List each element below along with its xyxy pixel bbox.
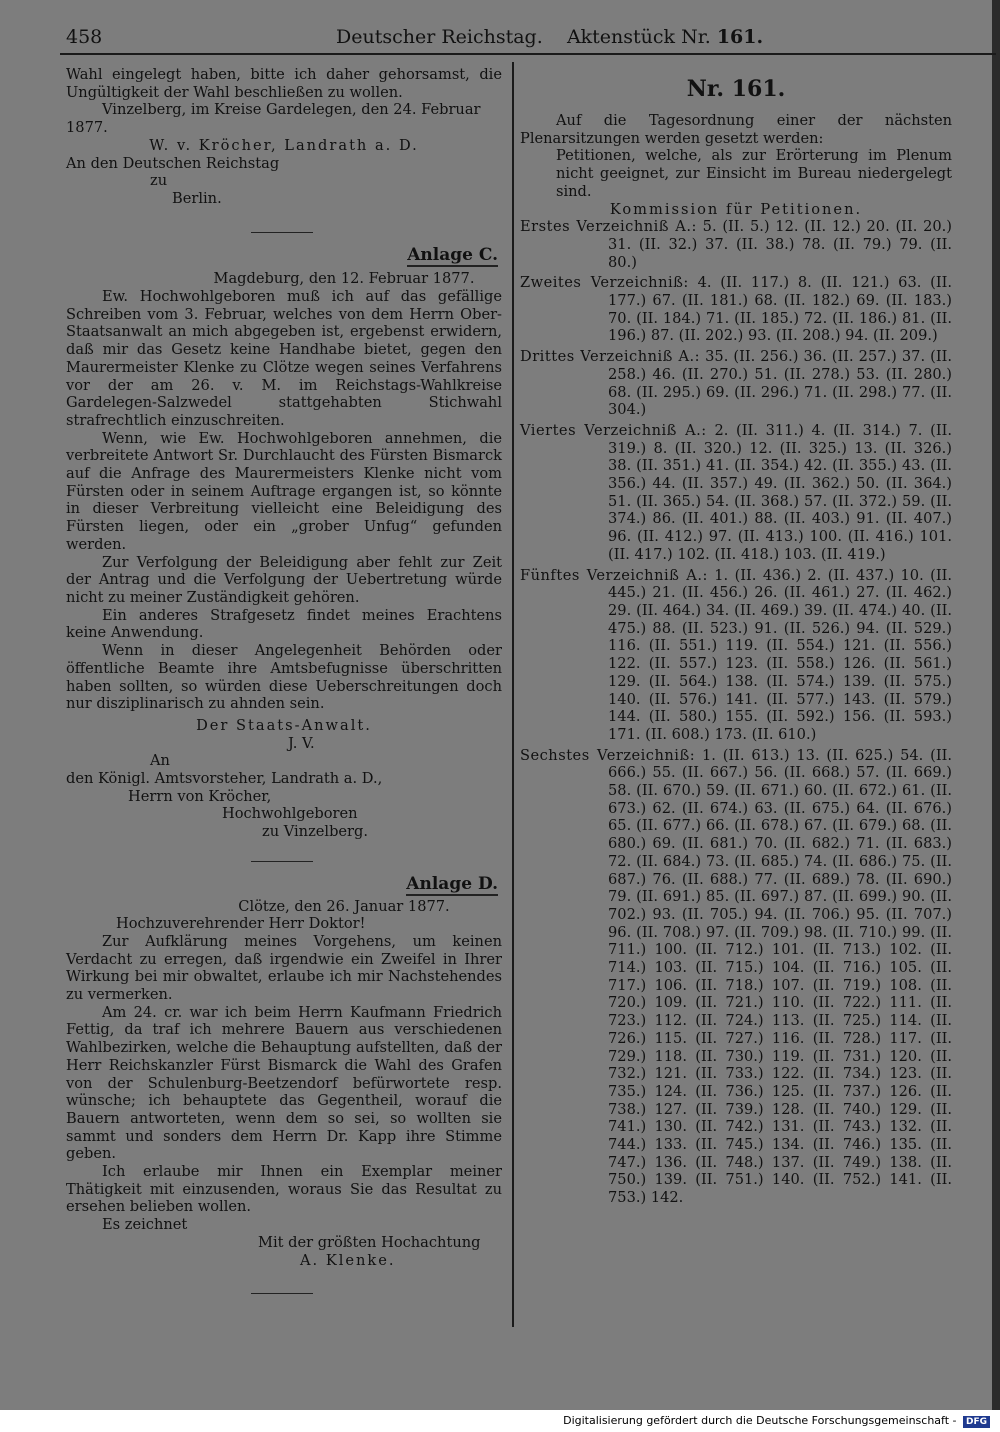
register-numbers: 4. (II. 117.) 8. (II. 121.) 63. (II. 177.) 67. (II. 181.) 68. (II. 182.) 69. (II. 183.) 70. (II. 184.) 71. (II. 185.) 72. (II. 186.) 81. (II. 196.) 87. (II. 202.) 93. (II. 208.) 94. (II. 209.) [608,274,952,345]
running-item-text: Aktenstück Nr. [566,26,711,48]
intro-paragraph: Wahl eingelegt haben, bitte ich daher gehorsamst, die Ungültigkeit der Wahl beschließen zu wollen. [66,66,502,101]
right-column [520,74,952,1207]
c-paragraph: Ein anderes Strafgesetz findet meines Erachtens keine Anwendung. [66,606,502,642]
address-line-1: An den Deutschen Reichstag [66,154,280,172]
anlage-c-text: Anlage C. [407,244,498,265]
d-signer: A. Klenke. [300,1251,396,1269]
register-title: Erstes Verzeichniß A.: [520,218,697,236]
petitions-note: Petitionen, welche, als zur Erörterung im Plenum nicht geeignet, zur Einsicht im Bureau niedergelegt sind. [556,147,952,200]
anlage-d-heading [66,873,502,894]
c-address-line: An [150,752,170,770]
c-address-line: den Königl. Amtsvorsteher, Landrath a. D., [66,770,383,788]
section-divider [251,1293,313,1294]
running-title-text: Deutscher Reichstag. [336,26,543,48]
d-closing: Mit der größten Hochachtung [258,1233,481,1251]
header-rule [60,53,996,55]
c-paragraph: Ew. Hochwohlgeboren muß ich auf das gefällige Schreiben vom 3. Februar, welches von dem Herrn Ober-Staatsanwalt an mich abgegeben ist, ergebenst erwidern, daß mir das Gesetz keine Handhabe bietet, gegen den Maurermeister Klenke zu Clötze wegen seines Verfahrens vor der am 26. v. M. im Reichstags-Wahlkreise Gardelegen-Salzwedel stattgehabten Stichwahl strafrechtlich einzuschreiten. [66,288,502,429]
signer-1: W. v. Kröcher, Landrath a. D. [149,136,419,154]
register-title: Fünftes Verzeichniß A.: [520,566,708,584]
c-paragraph: Wenn in dieser Angelegenheit Behörden oder öffentliche Beamte ihre Amtsbefugnisse überschritten haben sollten, so würden diese Ueberschreitungen doch nur disziplinarisch zu ahnden sein. [66,642,502,713]
d-paragraph: Am 24. cr. war ich beim Herrn Kaufmann Friedrich Fettig, da traf ich mehrere Bauern aus verschiedenen Wahlbezirken, welche die Behauptung aufstellten, daß der Herr Reichskanzler Fürst Bismarck die Wahl des Grafen von der Schulenburg-Beetzendorf befürwortete resp. wünsche; ich behauptete das Gegentheil, worauf die Bauern antworteten, wenn dem so sei, so wollten sie sammt und sonders dem Herrn Dr. Kapp ihre Stimme geben. [66,1003,502,1163]
digitization-credit [563,1414,990,1428]
c-paragraph: Zur Verfolgung der Beleidigung aber fehlt zur Zeit der Antrag und die Verfolgung der Uebertretung würde nicht zu meiner Zuständigkeit gehören. [66,553,502,606]
running-title [336,22,763,52]
credit-text: Digitalisierung gefördert durch die Deutsche Forschungsgemeinschaft - [563,1414,957,1427]
register-title: Drittes Verzeichniß A.: [520,348,701,366]
register-entry [520,747,952,1207]
c-signature-1: Der Staats-Anwalt. [196,716,372,734]
dfg-logo: DFG [963,1416,990,1428]
place-date-1: Vinzelberg, im Kreise Gardelegen, den 24. Februar 1877. [66,101,481,137]
c-address-line: Herrn von Kröcher, [128,787,272,805]
running-item-number: 161. [716,26,764,48]
anlage-d-text: Anlage D. [406,873,498,894]
anlage-c-heading [66,244,502,265]
commission-heading: Kommission für Petitionen. [609,200,863,218]
register-title: Sechstes Verzeichniß: [520,746,696,764]
running-header [66,22,764,52]
column-separator [512,62,514,1327]
register-numbers: 5. (II. 5.) 12. (II. 12.) 20. (II. 20.) 31. (II. 32.) 37. (II. 38.) 78. (II. 79.) 79. (II. 80.) [608,218,952,271]
c-address-line: Hochwohlgeboren [222,805,358,823]
register-numbers: 35. (II. 256.) 36. (II. 257.) 37. (II. 258.) 46. (II. 270.) 51. (II. 278.) 53. (II. 280.) 68. (II. 295.) 69. (II. 296.) 71. (II. 298.) 77. (II. 304.) [608,348,953,419]
register-numbers: 1. (II. 436.) 2. (II. 437.) 10. (II. 445.) 21. (II. 456.) 26. (II. 461.) 27. (II. 462.) 29. (II. 464.) 34. (II. 469.) 39. (II. 474.) 40. (II. 475.) 88. (II. 523.) 91. (II. 526.) 94. (II. 529.) 116. (II. 551.) 119. (II. 554.) 121. (II. 556.) 122. (II. 557.) 123. (II. 558.) 126. (II. 561.) 129. (II. 564.) 138. (II. 574.) 139. (II. 575.) 140. (II. 576.) 141. (II. 577.) 143. (II. 579.) 144. (II. 580.) 155. (II. 592.) 156. (II. 593.) 171. (II. 608.) 173. (II. 610.) [608,566,952,743]
d-salutation: Hochzuverehrender Herr Doktor! [116,915,366,933]
d-es-zeichnet: Es zeichnet [102,1216,188,1234]
agenda-intro: Auf die Tagesordnung einer der nächsten Plenarsitzungen werden gesetzt werden: [520,112,952,147]
place-date-c: Magdeburg, den 12. Februar 1877. [213,270,475,288]
c-address-line: zu Vinzelberg. [262,823,369,841]
register-numbers: 2. (II. 311.) 4. (II. 314.) 7. (II. 319.) 8. (II. 320.) 12. (II. 325.) 13. (II. 326.) 38. (II. 351.) 41. (II. 354.) 42. (II. 355.) 43. (II. 356.) 44. (II. 357.) 49. (II. 362.) 50. (II. 364.) 51. (II. 365.) 54. (II. 368.) 57. (II. 372.) 59. (II. 374.) 86. (II. 401.) 88. (II. 403.) 91. (II. 407.) 96. (II. 412.) 97. (II. 413.) 100. (II. 416.) 101. (II. 417.) 102. (II. 418.) 103. (II. 419.) [608,421,953,563]
document-number-title: Nr. 161. [686,76,786,102]
d-paragraph: Ich erlaube mir Ihnen ein Exemplar meiner Thätigkeit mit einzusenden, woraus Sie das Resultat zu ersehen belieben wollen. [66,1163,502,1216]
register-entry [520,348,952,419]
page-edge-shadow [992,0,1000,1410]
place-date-d: Clötze, den 26. Januar 1877. [238,897,450,915]
page-number: 458 [66,26,103,48]
c-signature-2: J. V. [288,734,315,752]
c-paragraph: Wenn, wie Ew. Hochwohlgeboren annehmen, die verbreitete Antwort Sr. Durchlaucht des Fürsten Bismarck auf die Anfrage des Maurermeisters Klenke nicht vom Fürsten oder in seinem Auftrage ergangen ist, so könnte in dieser Verbreitung vielleicht eine Beleidigung des Fürsten liegen, oder ein „grober Unfug“ gefunden werden. [66,429,502,553]
register-entry [520,218,952,271]
register-entry [520,567,952,744]
address-line-2: zu [150,172,168,190]
left-column [66,66,502,1294]
register-numbers: 1. (II. 613.) 13. (II. 625.) 54. (II. 666.) 55. (II. 667.) 56. (II. 668.) 57. (II. 669.) 58. (II. 670.) 59. (II. 671.) 60. (II. 672.) 61. (II. 673.) 62. (II. 674.) 63. (II. 675.) 64. (II. 676.) 65. (II. 677.) 66. (II. 678.) 67. (II. 679.) 68. (II. 680.) 69. (II. 681.) 70. (II. 682.) 71. (II. 683.) 72. (II. 684.) 73. (II. 685.) 74. (II. 686.) 75. (II. 687.) 76. (II. 688.) 77. (II. 689.) 78. (II. 690.) 79. (II. 691.) 85. (II. 697.) 87. (II. 699.) 90. (II. 702.) 93. (II. 705.) 94. (II. 706.) 95. (II. 707.) 96. (II. 708.) 97. (II. 709.) 98. (II. 710.) 99. (II. 711.) 100. (II. 712.) 101. (II. 713.) 102. (II. 714.) 103. (II. 715.) 104. (II. 716.) 105. (II. 717.) 106. (II. 718.) 107. (II. 719.) 108. (II. 720.) 109. (II. 721.) 110. (II. 722.) 111. (II. 723.) 112. (II. 724.) 113. (II. 725.) 114. (II. 726.) 115. (II. 727.) 116. (II. 728.) 117. (II. 729.) 118. (II. 730.) 119. (II. 731.) 120. (II. 732.) 121. (II. 733.) 122. (II. 734.) 123. (II. 735.) 124. (II. 736.) 125. (II. 737.) 126. (II. 738.) 127. (II. 739.) 128. (II. 740.) 129. (II. 741.) 130. (II. 742.) 131. (II. 743.) 132. (II. 744.) 133. (II. 745.) 134. (II. 746.) 135. (II. 747.) 136. (II. 748.) 137. (II. 749.) 138. (II. 750.) 139. (II. 751.) 140. (II. 752.) 141. (II. 753.) 142. [608,746,953,1207]
d-paragraph: Zur Aufklärung meines Vorgehens, um keinen Verdacht zu erregen, daß irgendwie ein Zweifel in Ihrer Wirkung bei mir obwaltet, erlaube ich mir Nachstehendes zu vermerken. [66,932,502,1004]
register-entry [520,422,952,564]
register-title: Viertes Verzeichniß A.: [520,421,707,439]
address-line-3: Berlin. [172,189,222,207]
register-title: Zweites Verzeichniß: [520,274,689,292]
register-entry [520,274,952,345]
